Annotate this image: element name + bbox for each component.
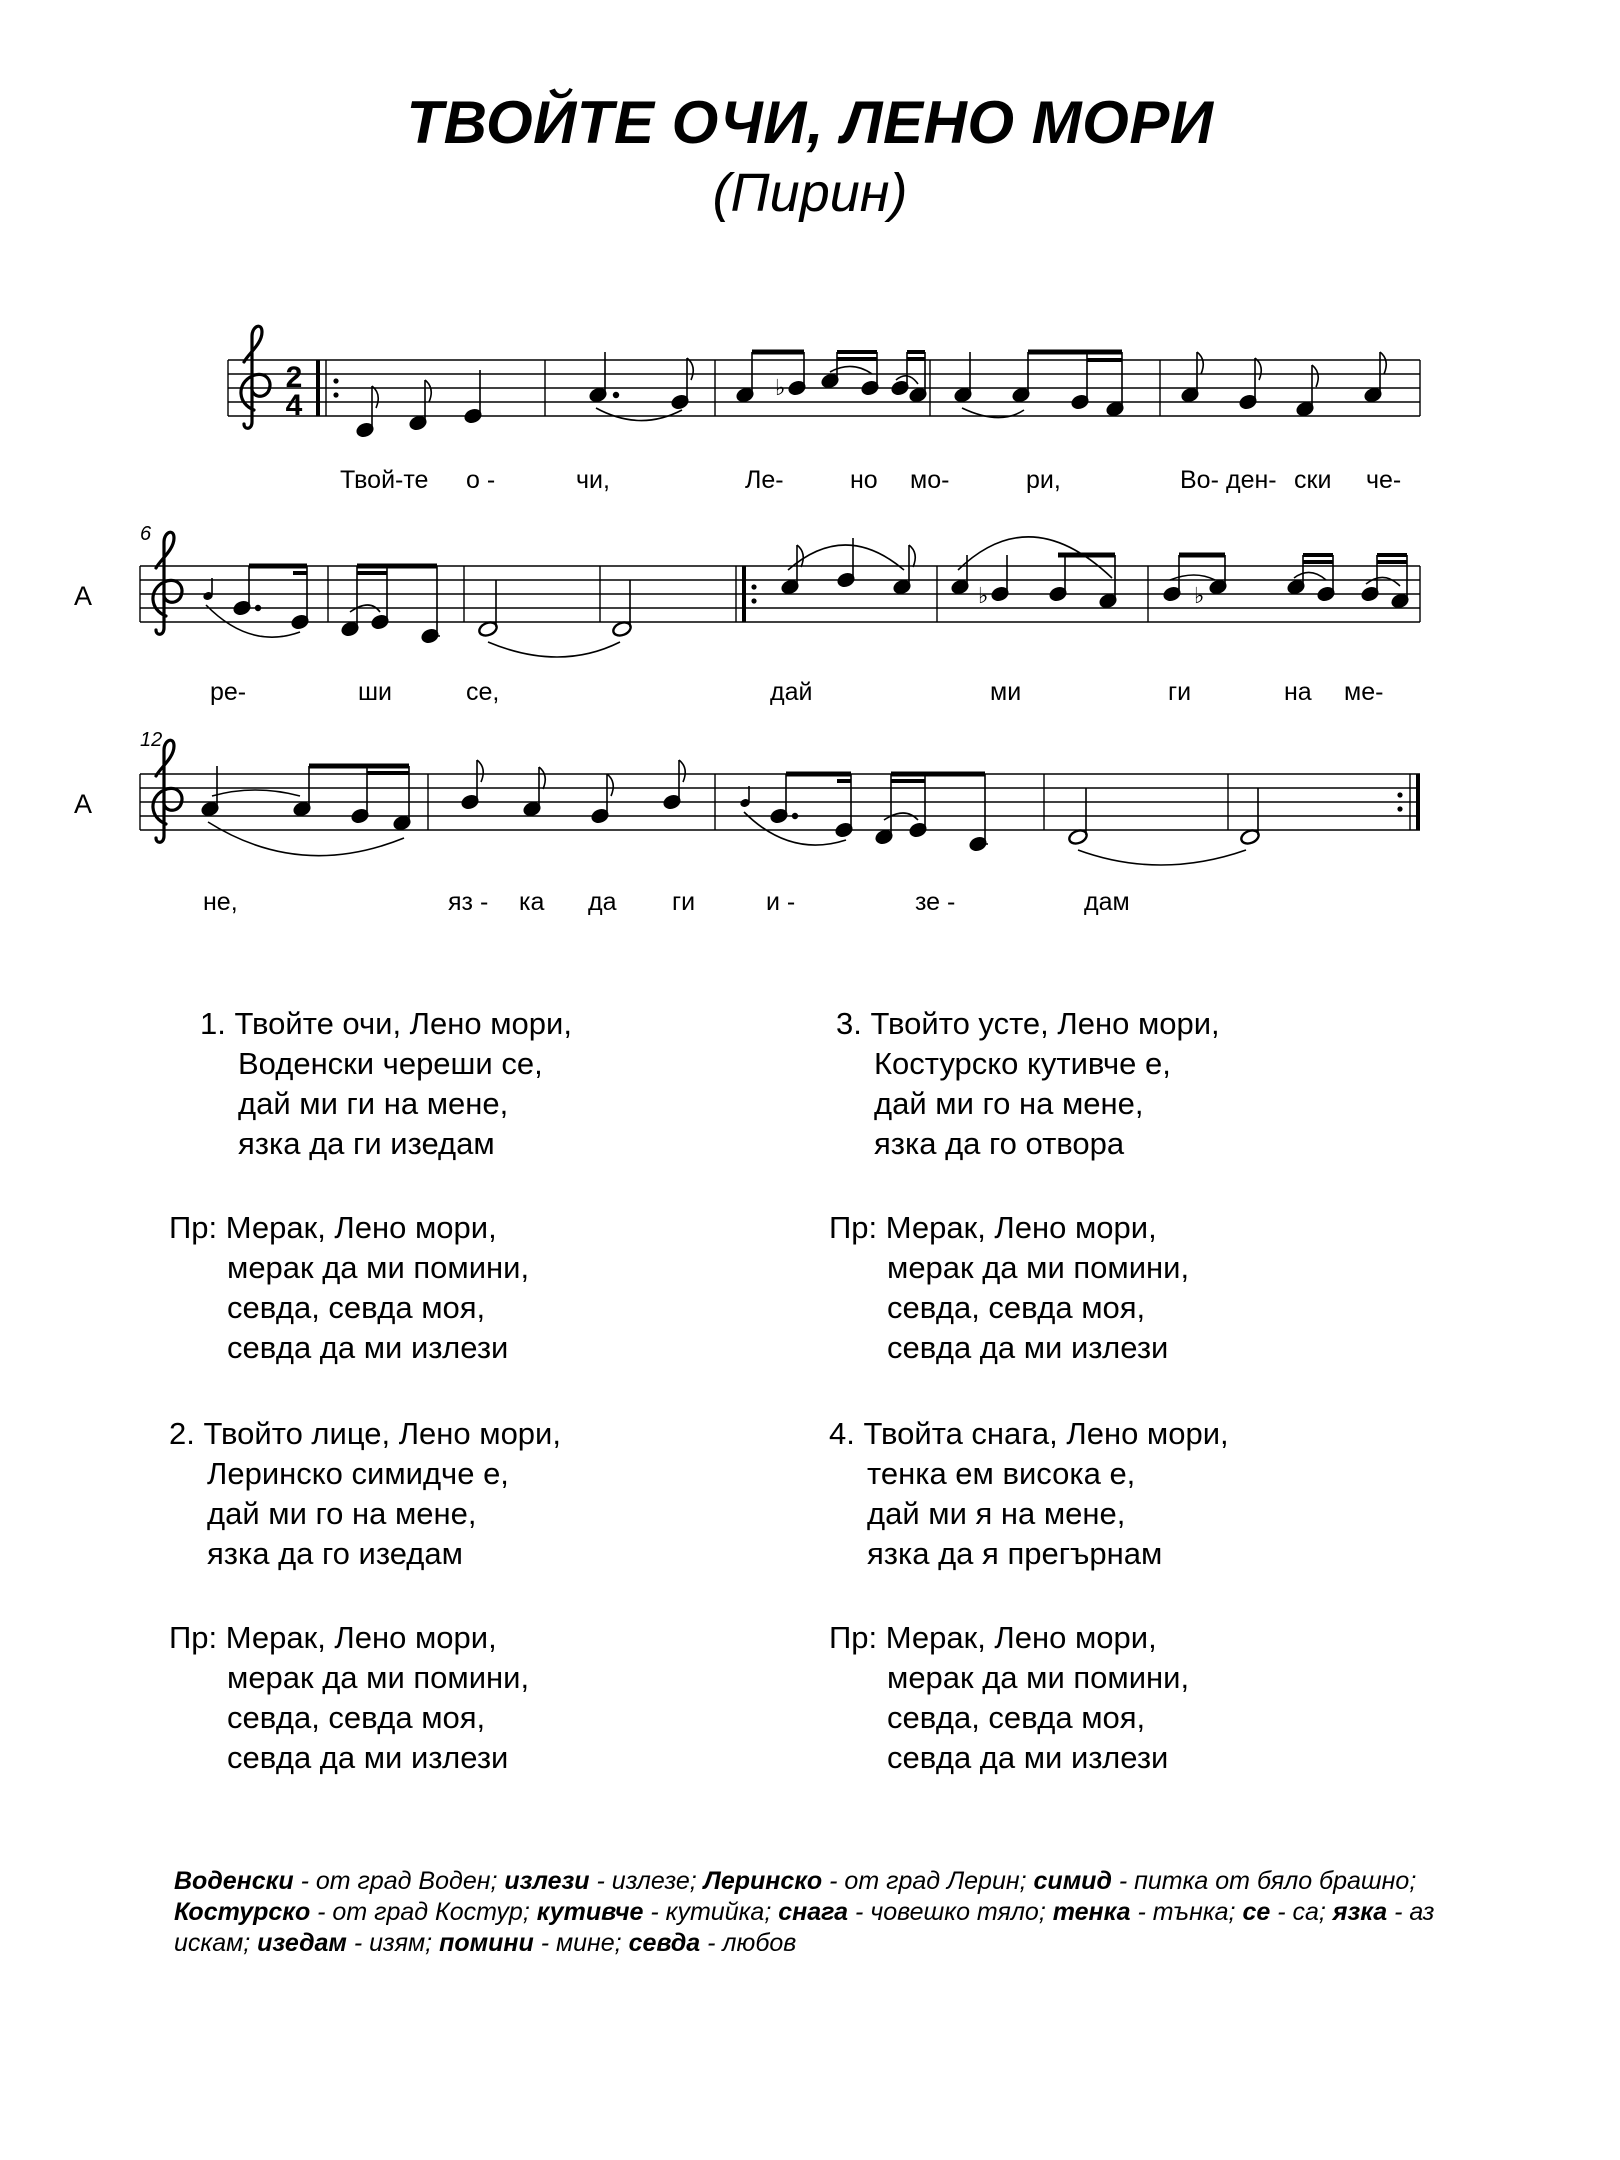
glossary-term: Леринско — [703, 1867, 823, 1895]
glossary-term: тенка — [1052, 1898, 1131, 1926]
lyrics-system-1 — [340, 466, 1401, 494]
verse-4 — [829, 1414, 1229, 1574]
verse-line: дай ми го на мене, — [874, 1086, 1144, 1121]
verse-line: 3. Твойто усте, Лено мори, — [836, 1006, 1220, 1041]
lyrics-system-2 — [210, 678, 1383, 706]
song-title: ТВОЙТЕ ОЧИ, ЛЕНО МОРИ — [406, 89, 1214, 156]
notes-system-3 — [200, 760, 1260, 865]
glossary-term: кутивче — [536, 1898, 644, 1926]
verse-line: тенка ем висока е, — [867, 1456, 1136, 1491]
glossary-term: язка — [1332, 1898, 1388, 1926]
measure-number: 6 — [140, 523, 152, 545]
svg-text:и -: и - — [766, 888, 796, 916]
verse-line: Пр: Мерак, Лено мори, — [169, 1210, 497, 1245]
glossary-term: се — [1242, 1898, 1271, 1926]
verse-line: дай ми ги на мене, — [238, 1086, 509, 1121]
verse-line: 1. Твойте очи, Лено мори, — [200, 1006, 572, 1041]
glossary — [174, 1866, 1454, 1959]
verse-line: Пр: Мерак, Лено мори, — [829, 1210, 1157, 1245]
verse-line: 2. Твойто лице, Лено мори, — [169, 1416, 561, 1451]
svg-text:ри,: ри, — [1026, 466, 1061, 494]
svg-text:Ле-: Ле- — [745, 466, 784, 494]
svg-text:о -: о - — [466, 466, 496, 494]
glossary-definition: - излезе; — [589, 1867, 704, 1895]
svg-text:Во-: Во- — [1180, 466, 1219, 494]
song-region: (Пирин) — [712, 163, 908, 223]
verse-line: севда да ми излези — [227, 1330, 509, 1365]
svg-text:♭: ♭ — [775, 375, 786, 400]
verse-line: севда да ми излези — [887, 1330, 1169, 1365]
svg-text:на: на — [1284, 678, 1312, 706]
glossary-definition: - човешко тяло; — [848, 1898, 1053, 1926]
verse-line: мерак да ми помини, — [227, 1660, 530, 1695]
time-signature-top: 2 — [285, 361, 303, 394]
verse-line: 4. Твойта снага, Лено мори, — [829, 1416, 1229, 1451]
glossary-term: изедам — [257, 1929, 347, 1957]
music-score — [0, 0, 1620, 960]
verse-line: севда да ми излези — [887, 1740, 1169, 1775]
svg-text:ги: ги — [672, 888, 696, 916]
verse-line: Пр: Мерак, Лено мори, — [829, 1620, 1157, 1655]
treble-clef-icon — [241, 326, 270, 428]
staff-system-2 — [140, 566, 1420, 622]
svg-text:дай: дай — [770, 678, 813, 706]
measure-number: 12 — [140, 729, 163, 751]
verse-line: севда, севда моя, — [887, 1290, 1146, 1325]
glossary-definition: - любов — [700, 1929, 797, 1957]
glossary-term: Костурско — [174, 1898, 311, 1926]
svg-text:чи,: чи, — [576, 466, 610, 494]
verse-line: Леринско симидче е, — [207, 1456, 509, 1491]
glossary-definition: - от град Лерин; — [822, 1867, 1034, 1895]
svg-text:да: да — [588, 888, 617, 916]
refrain — [169, 1618, 529, 1778]
verse-line: Воденски череши се, — [238, 1046, 543, 1081]
svg-text:♭: ♭ — [978, 583, 989, 608]
verse-line: мерак да ми помини, — [887, 1660, 1190, 1695]
verse-line: язка да го отвора — [874, 1126, 1125, 1161]
svg-text:яз -: яз - — [448, 888, 489, 916]
glossary-term: Воденски — [174, 1867, 294, 1895]
lyrics-system-3 — [203, 888, 1130, 916]
svg-text:ши: ши — [358, 678, 393, 706]
refrain — [829, 1208, 1189, 1368]
svg-text:зе -: зе - — [915, 888, 956, 916]
verse-line: севда, севда моя, — [227, 1700, 486, 1735]
part-label: A — [74, 581, 93, 611]
svg-text:дам: дам — [1084, 888, 1130, 916]
notes-system-1 — [355, 352, 1386, 438]
glossary-term: снага — [778, 1898, 849, 1926]
glossary-definition: - кутийка; — [643, 1898, 779, 1926]
glossary-term: излези — [504, 1867, 590, 1895]
glossary-definition: - тънка; — [1130, 1898, 1243, 1926]
glossary-definition: - от град Воден; — [293, 1867, 505, 1895]
verse-line: язка да ги изедам — [238, 1126, 495, 1161]
svg-text:но: но — [850, 466, 878, 494]
svg-text:ски: ски — [1294, 466, 1332, 494]
svg-text:Твой-те: Твой-те — [340, 466, 429, 494]
notes-system-2 — [203, 537, 1409, 657]
svg-text:ден-: ден- — [1226, 466, 1277, 494]
svg-text:ме-: ме- — [1344, 678, 1384, 706]
verse-line: Костурско кутивче е, — [874, 1046, 1171, 1081]
svg-text:не,: не, — [203, 888, 238, 916]
svg-text:че-: че- — [1366, 466, 1402, 494]
glossary-definition: - са; — [1270, 1898, 1333, 1926]
treble-clef-icon — [153, 532, 182, 634]
svg-text:♭: ♭ — [1194, 583, 1205, 608]
refrain — [829, 1618, 1189, 1778]
verse-line: язка да я прегърнам — [867, 1536, 1163, 1571]
glossary-definition: - аз искам; — [174, 1898, 1435, 1957]
verse-line: севда да ми излези — [227, 1740, 509, 1775]
glossary-term: симид — [1033, 1867, 1112, 1895]
glossary-definition: - от град Костур; — [310, 1898, 537, 1926]
verse-2 — [169, 1414, 561, 1574]
verse-line: дай ми го на мене, — [207, 1496, 477, 1531]
time-signature-bottom: 4 — [285, 389, 303, 422]
treble-clef-icon — [153, 740, 182, 842]
verse-line: язка да го изедам — [207, 1536, 463, 1571]
refrain — [169, 1208, 529, 1368]
verse-line: севда, севда моя, — [227, 1290, 486, 1325]
svg-text:се,: се, — [466, 678, 500, 706]
svg-text:мо-: мо- — [910, 466, 950, 494]
staff-system-1 — [228, 360, 1420, 416]
verse-line: севда, севда моя, — [887, 1700, 1146, 1735]
svg-text:ги: ги — [1168, 678, 1192, 706]
glossary-definition: - мине; — [533, 1929, 629, 1957]
svg-text:ми: ми — [990, 678, 1022, 706]
verse-line: мерак да ми помини, — [227, 1250, 530, 1285]
verse-line: Пр: Мерак, Лено мори, — [169, 1620, 497, 1655]
verse-line: дай ми я на мене, — [867, 1496, 1126, 1531]
verse-1 — [200, 1004, 572, 1164]
glossary-term: помини — [439, 1929, 534, 1957]
verse-3 — [836, 1004, 1220, 1164]
glossary-term: севда — [628, 1929, 701, 1957]
glossary-definition: - питка от бяло брашно; — [1111, 1867, 1417, 1895]
svg-text:ре-: ре- — [210, 678, 247, 706]
glossary-definition: - изям; — [346, 1929, 440, 1957]
verse-line: мерак да ми помини, — [887, 1250, 1190, 1285]
part-label: A — [74, 789, 93, 819]
svg-text:ка: ка — [519, 888, 545, 916]
